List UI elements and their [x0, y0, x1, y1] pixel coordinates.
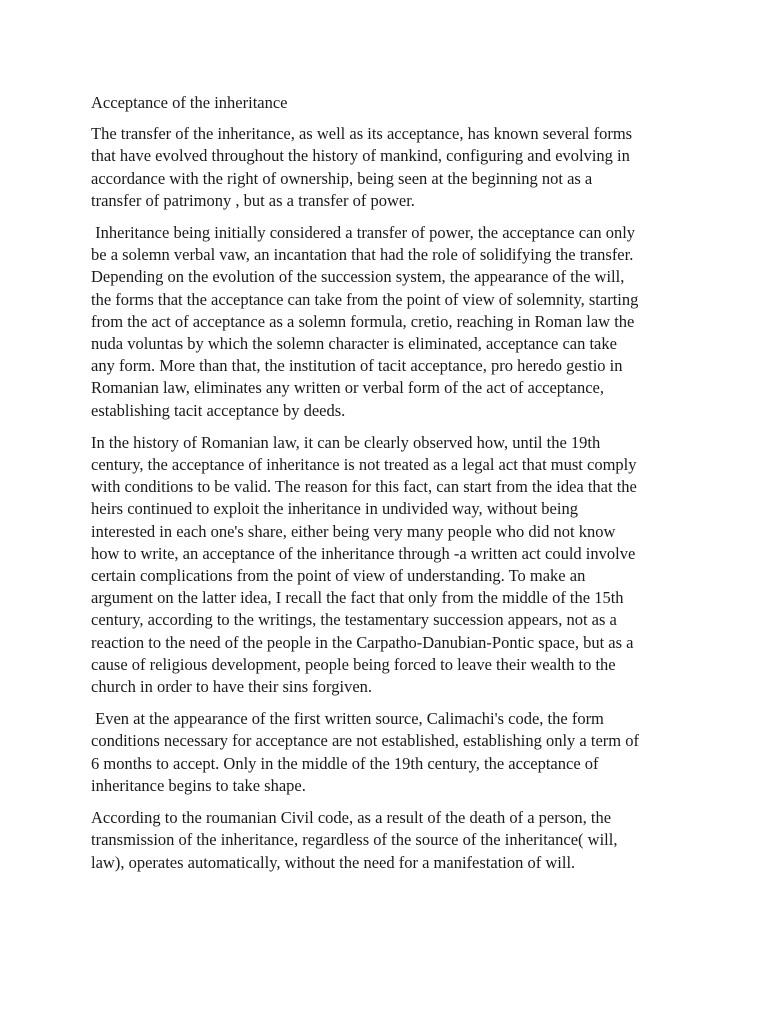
paragraph-line: heirs continued to exploit the inheritance in undivided way, without being	[91, 499, 578, 519]
paragraph-line: argument on the latter idea, I recall the fact that only from the middle of the 15th	[91, 588, 624, 608]
paragraph-line: According to the roumanian Civil code, as a result of the death of a person, the	[91, 808, 612, 828]
paragraph-line: transfer of patrimony , but as a transfer of power.	[91, 190, 415, 210]
paragraph-4	[91, 708, 691, 797]
paragraph-line: any form. More than that, the institution of tacit acceptance, pro heredo gestio in	[91, 356, 623, 376]
document-page	[91, 92, 691, 884]
paragraph-2	[91, 222, 691, 422]
paragraph-line: The transfer of the inheritance, as well as its acceptance, has known several forms	[91, 124, 633, 144]
paragraph-line: Romanian law, eliminates any written or verbal form of the act of acceptance,	[91, 378, 604, 398]
paragraph-line: Even at the appearance of the first written source, Calimachi's code, the form	[91, 709, 604, 729]
paragraph-line: the forms that the acceptance can take from the point of view of solemnity, starting	[91, 289, 639, 309]
paragraph-line: Depending on the evolution of the succession system, the appearance of the will,	[91, 267, 625, 287]
paragraph-5	[91, 807, 691, 874]
paragraph-line: accordance with the right of ownership, being seen at the beginning not as a	[91, 168, 593, 188]
paragraph-line: interested in each one's share, either being very many people who did not know	[91, 521, 616, 541]
paragraph-line: transmission of the inheritance, regardless of the source of the inheritance( will,	[91, 830, 618, 850]
paragraph-line: be a solemn verbal vaw, an incantation that had the role of solidifying the transfer.	[91, 245, 634, 265]
paragraph-line: nuda voluntas by which the solemn character is eliminated, acceptance can take	[91, 334, 617, 354]
paragraph-line: cause of religious development, people being forced to leave their wealth to the	[91, 654, 616, 674]
paragraph-1	[91, 123, 691, 212]
document-title: Acceptance of the inheritance	[91, 93, 288, 112]
paragraph-line: how to write, an acceptance of the inheritance through -a written act could involve	[91, 543, 636, 563]
paragraph-line: reaction to the need of the people in the Carpatho-Danubian-Pontic space, but as a	[91, 632, 634, 652]
paragraph-line: that have evolved throughout the history of mankind, configuring and evolving in	[91, 146, 630, 166]
paragraph-line: church in order to have their sins forgiven.	[91, 677, 373, 697]
paragraph-line: century, the acceptance of inheritance is not treated as a legal act that must comply	[91, 455, 637, 475]
paragraph-line: Inheritance being initially considered a transfer of power, the acceptance can only	[91, 223, 636, 243]
paragraph-line: certain complications from the point of view of understanding. To make an	[91, 566, 586, 586]
paragraph-line: inheritance begins to take shape.	[91, 775, 306, 795]
paragraph-3	[91, 432, 691, 698]
paragraph-line: from the act of acceptance as a solemn formula, cretio, reaching in Roman law the	[91, 311, 635, 331]
paragraph-line: century, according to the writings, the testamentary succession appears, not as a	[91, 610, 617, 630]
paragraph-line: In the history of Romanian law, it can be clearly observed how, until the 19th	[91, 432, 601, 452]
paragraph-line: establishing tacit acceptance by deeds.	[91, 400, 346, 420]
paragraph-line: law), operates automatically, without the need for a manifestation of will.	[91, 852, 576, 872]
paragraph-line: 6 months to accept. Only in the middle of the 19th century, the acceptance of	[91, 753, 599, 773]
paragraph-line: with conditions to be valid. The reason for this fact, can start from the idea that the	[91, 477, 637, 497]
paragraph-line: conditions necessary for acceptance are not established, establishing only a term of	[91, 731, 639, 751]
